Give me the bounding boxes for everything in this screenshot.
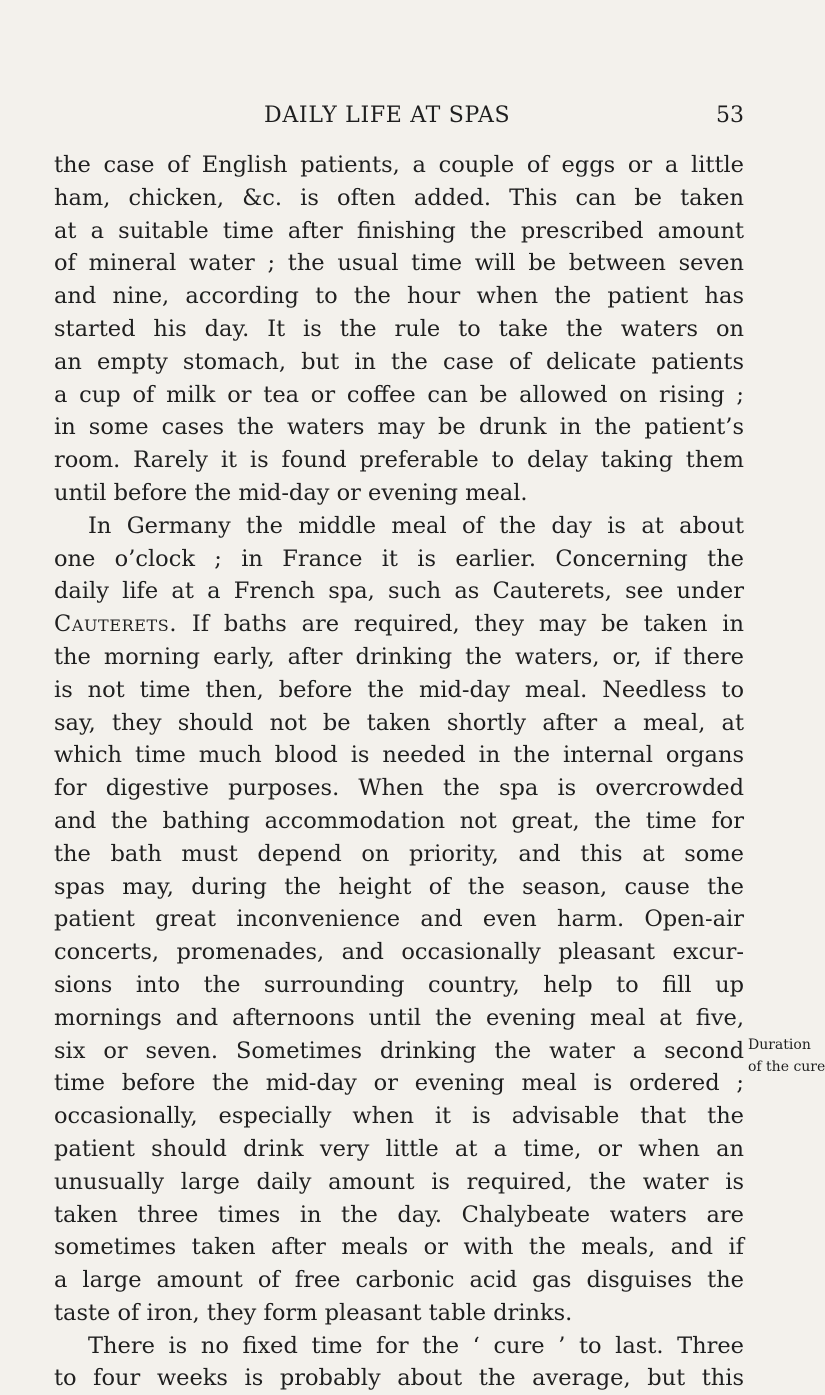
text-line: unusually large daily amount is required, the water is — [54, 1168, 744, 1195]
text-line: concerts, promenades, and occasionally pleasant excur- — [54, 939, 744, 966]
text-line: time before the mid-day or evening meal is ordered ; — [54, 1070, 744, 1097]
text-line: taken three times in the day. Chalybeate waters are — [54, 1201, 744, 1228]
text-line: of mineral water ; the usual time will be between seven — [54, 250, 744, 277]
text-line: spas may, during the height of the season, cause the — [54, 873, 744, 900]
body-text — [54, 149, 744, 1395]
text-line: six or seven. Sometimes drinking the water a second — [54, 1037, 744, 1064]
text-line: is not time then, before the mid-day meal. Needless to — [54, 676, 744, 703]
text-line: taste of iron, they form pleasant table drinks. — [54, 1299, 573, 1326]
text-line: started his day. It is the rule to take the waters on — [54, 315, 744, 342]
text-line: one o’clock ; in France it is earlier. Concerning the — [54, 545, 744, 572]
running-head — [54, 103, 744, 133]
text-line: patient great inconvenience and even harm. Open-air — [54, 906, 744, 933]
text-line: which time much blood is needed in the internal organs — [54, 742, 744, 769]
text-line-with-cross-reference — [54, 608, 744, 641]
text-line: a large amount of free carbonic acid gas disguises the — [54, 1267, 744, 1294]
text-line: until before the mid-day or evening meal. — [54, 479, 528, 506]
cross-reference: Cauterets. — [54, 611, 178, 638]
text-line: the case of English patients, a couple of eggs or a little — [54, 152, 744, 178]
text-line: say, they should not be taken shortly after a meal, at — [54, 709, 744, 736]
margin-note-line: Duration — [748, 1037, 811, 1053]
text-line: room. Rarely it is found preferable to delay taking them — [54, 447, 744, 474]
text-line: the bath must depend on priority, and this at some — [54, 840, 744, 867]
text-line: the morning early, after drinking the waters, or, if there — [54, 643, 744, 670]
text-line: at a suitable time after finishing the prescribed amount — [54, 217, 744, 244]
text-line: patient should drink very little at a time, or when an — [54, 1135, 744, 1162]
text-line: in some cases the waters may be drunk in the patient’s — [54, 414, 744, 441]
text-line: and the bathing accommodation not great, the time for — [54, 807, 744, 834]
text-line: In Germany the middle meal of the day is at about — [88, 512, 744, 539]
text-line: mornings and afternoons until the evening meal at five, — [54, 1004, 744, 1031]
text-line: an empty stomach, but in the case of delicate patients — [54, 348, 744, 375]
text-line: daily life at a French spa, such as Cauterets, see under — [54, 578, 744, 605]
text-line: a cup of milk or tea or coffee can be allowed on rising ; — [54, 381, 744, 408]
margin-note-line: of the cure — [748, 1059, 825, 1075]
running-title: DAILY LIFE AT SPAS — [264, 103, 511, 128]
text-line: ham, chicken, &c. is often added. This can be taken — [54, 184, 744, 211]
text-fragment: If baths are required, they may be taken in — [191, 611, 744, 638]
text-line: sions into the surrounding country, help to fill up — [54, 971, 744, 998]
text-line: occasionally, especially when it is advisable that the — [54, 1103, 744, 1130]
text-line: to four weeks is probably about the average, but this — [54, 1365, 744, 1392]
text-line: and nine, according to the hour when the patient has — [54, 283, 744, 310]
page-number: 53 — [716, 103, 744, 128]
margin-note — [748, 1034, 825, 1078]
text-line: for digestive purposes. When the spa is overcrowded — [54, 775, 744, 802]
text-line: There is no fixed time for the ‘ cure ’ to last. Three — [88, 1332, 744, 1359]
text-line: sometimes taken after meals or with the meals, and if — [54, 1234, 744, 1261]
